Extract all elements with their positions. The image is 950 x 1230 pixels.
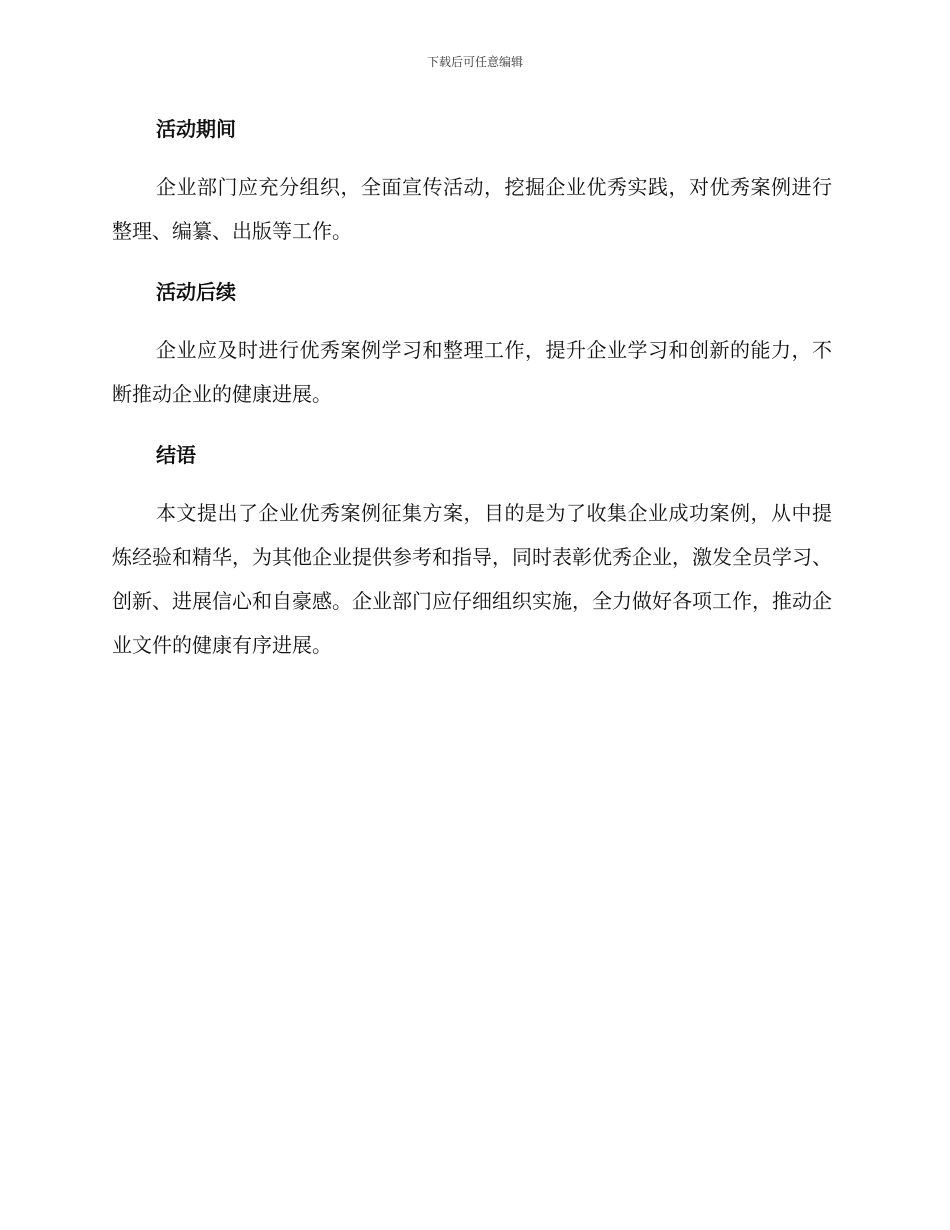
section-heading-conclusion: 结语 (156, 443, 196, 467)
section-paragraph-follow-up: 企业应及时进行优秀案例学习和整理工作，提升企业学习和创新的能力，不断推动企业的健康进展。 (112, 338, 832, 406)
section-paragraph-activity-period: 企业部门应充分组织，全面宣传活动，挖掘企业优秀实践，对优秀案例进行整理、编纂、出版等工作。 (112, 175, 832, 243)
section-heading-follow-up: 活动后续 (156, 280, 236, 304)
section-heading-activity-period: 活动期间 (156, 117, 236, 141)
section-paragraph-conclusion: 本文提出了企业优秀案例征集方案，目的是为了收集企业成功案例，从中提炼经验和精华，为其他企业提供参考和指导，同时表彰优秀企业，激发全员学习、创新、进展信心和自豪感。企业部门应仔细组织实施，全力做好各项工作，推动企业文件的健康有序进展。 (112, 501, 832, 657)
document-body (112, 112, 832, 667)
page-header-note: 下载后可任意编辑 (426, 55, 523, 69)
